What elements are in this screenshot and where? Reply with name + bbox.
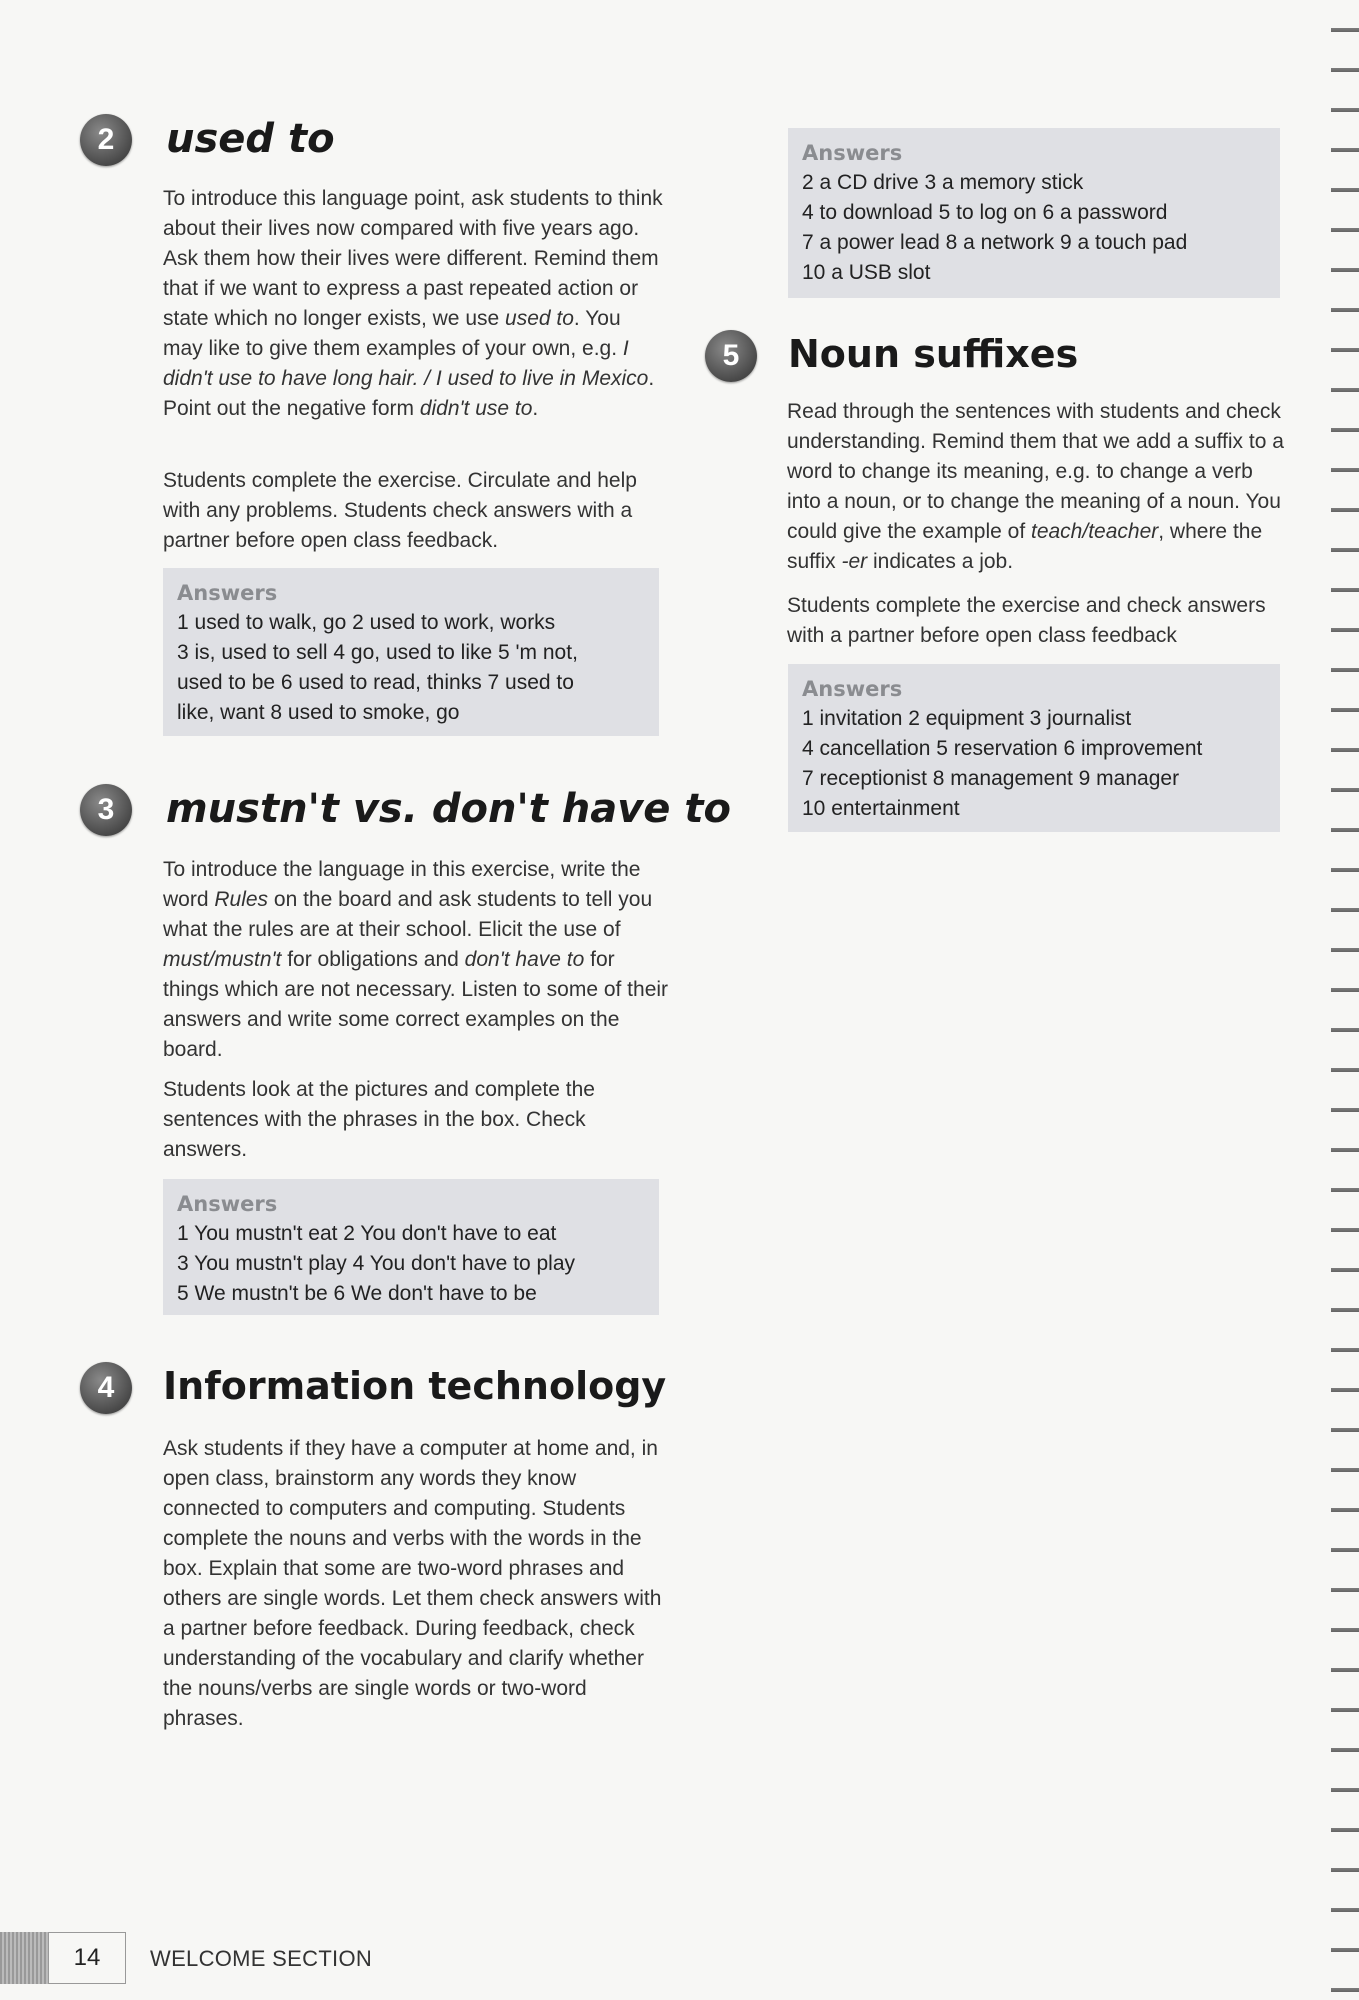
answer-line: 5 We mustn't be 6 We don't have to be [177,1282,537,1305]
answer-line: 2 a CD drive 3 a memory stick [802,171,1084,194]
section-heading: mustn't vs. don't have to [166,786,731,832]
answer-line: 1 used to walk, go 2 used to work, works [177,611,556,634]
answer-line: 1 invitation 2 equipment 3 journalist [802,707,1132,730]
answer-line: 10 entertainment [802,797,960,820]
section-number-badge: 4 [80,1362,132,1414]
answer-line: used to be 6 used to read, thinks 7 used to [177,671,574,694]
section-heading: used to [166,116,335,162]
answer-line: 10 a USB slot [802,261,931,284]
answers-heading: Answers [802,141,903,165]
page-number: 14 [48,1932,126,1984]
section-paragraph: Read through the sentences with students and check understanding. Remind them that we add a suffix to a word to change its meaning, e.g. to change a verb into a noun, or to change the meaning of a noun. You could give the example of teach/teacher, where the suffix -er indicates a job. [787,400,1284,573]
answer-line: 7 a power lead 8 a network 9 a touch pad [802,231,1188,254]
section-number-badge: 5 [705,330,757,382]
answers-box [163,568,659,736]
section-heading: Information technology [163,1364,667,1408]
section-paragraph: To introduce this language point, ask students to think about their lives now compared with five years ago. Ask them how their lives were different. Remind them that if we want to express a past repeated action or state which no longer exists, we use used to. You may like to give them examples of your own, e.g. I didn't use to have long hair. / I used to live in Mexico. Point out the negative form didn't use to. [163,187,663,420]
answers-box [788,664,1280,832]
section-number-badge: 3 [80,784,132,836]
answer-line: 4 to download 5 to log on 6 a password [802,201,1168,224]
answers-heading: Answers [177,1192,278,1216]
section-paragraph: Students complete the exercise. Circulate and help with any problems. Students check answers with a partner before open class feedback. [163,469,637,552]
answer-line: like, want 8 used to smoke, go [177,701,460,724]
answers-heading: Answers [177,581,278,605]
answers-box [788,128,1280,298]
answer-line: 4 cancellation 5 reservation 6 improvement [802,737,1203,760]
answers-heading: Answers [802,677,903,701]
footer-tab-decoration [0,1932,48,1984]
answer-line: 3 is, used to sell 4 go, used to like 5 'm not, [177,641,578,664]
section-label: WELCOME SECTION [150,1946,373,1971]
answer-line: 1 You mustn't eat 2 You don't have to eat [177,1222,557,1245]
spiral-binding [1331,0,1359,2000]
answer-line: 3 You mustn't play 4 You don't have to play [177,1252,575,1275]
section-paragraph: Students look at the pictures and complete the sentences with the phrases in the box. Check answers. [163,1078,595,1161]
answer-line: 7 receptionist 8 management 9 manager [802,767,1180,790]
section-paragraph: To introduce the language in this exercise, write the word Rules on the board and ask students to tell you what the rules are at their school. Elicit the use of must/mustn't for obligations and don't have to for things which are not necessary. Listen to some of their answers and write some correct examples on the board. [163,858,669,1061]
answers-box [163,1179,659,1315]
section-paragraph: Ask students if they have a computer at home and, in open class, brainstorm any words they know connected to computers and computing. Students complete the nouns and verbs with the words in the box. Explain that some are two-word phrases and others are single words. Let them check answers with a partner before feedback. During feedback, check understanding of the vocabulary and clarify whether the nouns/verbs are single words or two-word phrases. [163,1437,662,1730]
section-paragraph: Students complete the exercise and check answers with a partner before open class feedback [787,594,1266,647]
section-number-badge: 2 [80,114,132,166]
section-heading: Noun suffixes [788,332,1079,376]
